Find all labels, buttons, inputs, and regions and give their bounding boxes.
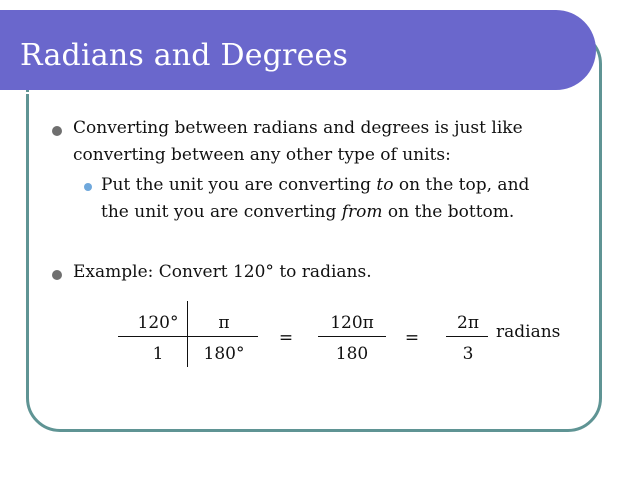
frac1-num-right: π [218,313,230,333]
sub-bullet-line-1-after: on the top, and [393,175,530,195]
slide-frame [26,30,602,432]
frac2-numerator: 120π [330,313,374,333]
frac1-divider [187,301,188,367]
example-text: Example: Convert 120° to radians. [73,262,372,282]
result-unit: radians [496,322,561,342]
frac1-den-right: 180° [203,344,245,364]
frac3-bar [446,336,488,337]
bullet-dot-1 [52,126,62,136]
sub-bullet-dot [84,183,92,191]
sub-bullet-emph-from: from [341,202,383,222]
title-underline [0,92,566,94]
sub-bullet-line-2 [101,199,514,226]
sub-bullet-emph-to: to [376,175,394,195]
sub-bullet-line-1 [101,172,529,199]
slide-title: Radians and Degrees [20,38,349,73]
bullet-1-line-1: Converting between radians and degrees is just like [73,118,523,138]
frac2-bar [318,336,386,337]
equals-sign-2: = [404,328,420,348]
sub-bullet-line-1-before: Put the unit you are converting [101,175,377,195]
frac3-denominator: 3 [462,344,474,364]
equals-sign-1: = [278,328,294,348]
frac1-den-left: 1 [152,344,164,364]
bullet-dot-2 [52,270,62,280]
frac1-bar [118,336,258,337]
sub-bullet-line-2-before: the unit you are converting [101,202,342,222]
bullet-1-line-2: converting between any other type of units: [73,145,451,165]
frac2-denominator: 180 [335,344,369,364]
title-bar [0,10,596,90]
sub-bullet-line-2-after: on the bottom. [382,202,515,222]
frac1-num-left: 120° [137,313,179,333]
frac3-numerator: 2π [457,313,479,333]
